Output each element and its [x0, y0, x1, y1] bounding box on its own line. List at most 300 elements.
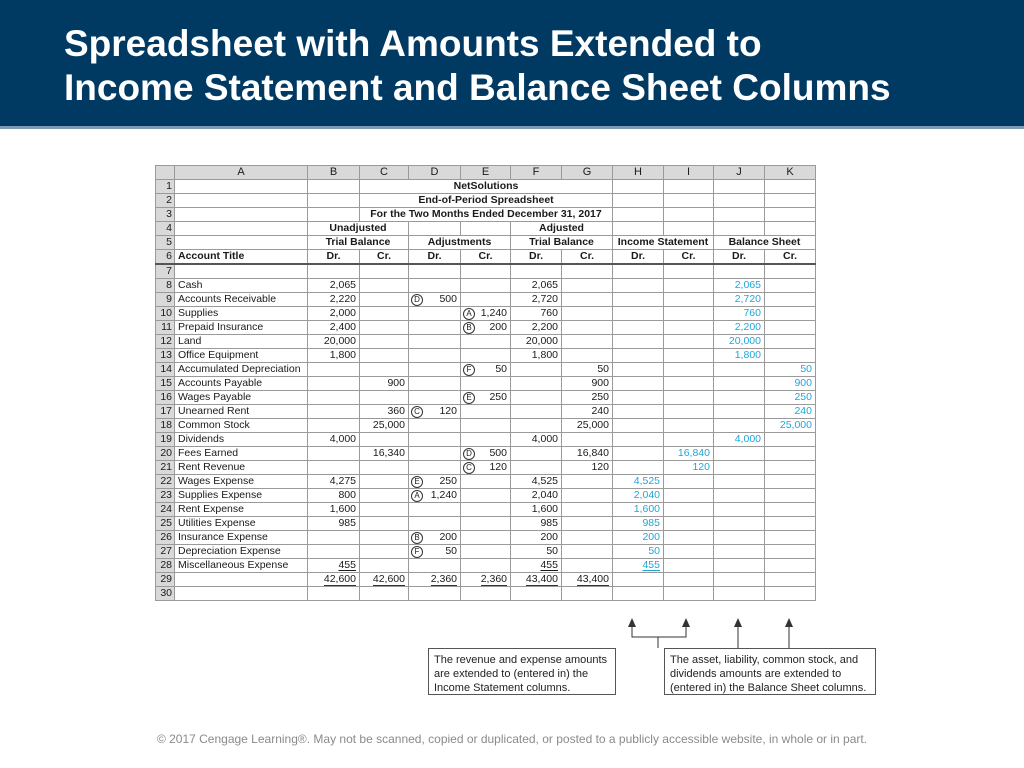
income-statement-debit-cell	[613, 531, 664, 545]
balance-sheet-credit-cell	[765, 531, 816, 545]
adjustment-debit-cell	[409, 461, 461, 475]
balance-sheet-debit-cell	[714, 503, 765, 517]
income-statement-credit-cell	[664, 363, 714, 377]
title-banner	[0, 0, 1024, 128]
income-statement-debit-cell	[613, 545, 664, 559]
adjustment-key-marker: E	[463, 392, 475, 404]
income-statement-credit-cell	[664, 405, 714, 419]
income-statement-debit-amount: 4,525	[633, 475, 660, 487]
adjustment-debit-cell	[409, 517, 461, 531]
trial-balance-credit-cell	[360, 349, 409, 363]
trial-balance-credit-cell	[360, 391, 409, 405]
report-name: End-of-Period Spreadsheet	[360, 194, 613, 208]
income-statement-debit-cell	[613, 433, 664, 447]
account-title: Supplies	[175, 307, 308, 321]
trial-balance-credit-amount: 900	[387, 377, 405, 389]
adjusted-credit-cell	[562, 321, 613, 335]
sheet-row	[156, 264, 816, 279]
row-number: 10	[156, 307, 175, 321]
trial-balance-credit-cell	[360, 293, 409, 307]
adjustment-credit-cell	[461, 433, 511, 447]
trial-balance-debit-cell	[308, 307, 360, 321]
trial-balance-debit-total: 42,600	[324, 573, 356, 587]
balance-sheet-debit-cell	[714, 559, 765, 573]
adjusted-credit-cell	[562, 433, 613, 447]
account-title: Accumulated Depreciation	[175, 363, 308, 377]
trial-balance-credit-cell	[360, 531, 409, 545]
trial-balance-credit-total: 42,600	[373, 573, 405, 587]
account-row	[156, 517, 816, 531]
adjusted-debit-cell	[511, 433, 562, 447]
trial-balance-debit-amount: 4,275	[329, 475, 356, 487]
trial-balance-debit-cell	[308, 419, 360, 433]
adjusted-credit-total: 43,400	[577, 573, 609, 587]
adjusted-debit-amount: 1,800	[531, 349, 558, 361]
account-title: Rent Expense	[175, 503, 308, 517]
income-statement-debit-cell	[613, 307, 664, 321]
trial-balance-credit-cell	[360, 363, 409, 377]
adjustments-debit-total: 2,360	[431, 573, 457, 587]
income-statement-credit-cell	[664, 433, 714, 447]
sheet-row	[156, 222, 816, 236]
column-letter: J	[714, 166, 765, 180]
account-row	[156, 391, 816, 405]
row-number: 2	[156, 194, 175, 208]
corner-cell	[156, 166, 175, 180]
income-statement-debit-cell	[613, 321, 664, 335]
adjusted-credit-amount: 16,840	[576, 447, 609, 459]
balance-sheet-debit-cell	[714, 517, 765, 531]
account-title-header: Account Title	[175, 250, 308, 265]
balance-sheet-credit-cell	[765, 377, 816, 391]
adjusted-debit-cell	[511, 405, 562, 419]
row-number: 25	[156, 517, 175, 531]
income-statement-debit-cell	[613, 391, 664, 405]
account-title: Miscellaneous Expense	[175, 559, 308, 573]
income-statement-debit-cell	[613, 559, 664, 573]
balance-sheet-debit-cell	[714, 545, 765, 559]
adjusted-credit-cell	[562, 363, 613, 377]
adjustment-debit-cell	[409, 433, 461, 447]
income-statement-debit-amount: 1,600	[633, 503, 660, 515]
adjusted-credit-cell	[562, 475, 613, 489]
account-title: Accounts Receivable	[175, 293, 308, 307]
balance-sheet-debit-cell	[714, 293, 765, 307]
balance-sheet-debit-cell	[714, 461, 765, 475]
adjusted-credit-cell	[562, 517, 613, 531]
balance-sheet-credit-cell	[765, 349, 816, 363]
trial-balance-credit-cell	[360, 489, 409, 503]
balance-sheet-label: Balance Sheet	[714, 236, 816, 250]
trial-balance-debit-cell	[308, 461, 360, 475]
income-statement-debit-cell	[613, 335, 664, 349]
row-number: 7	[156, 264, 175, 279]
slide-title-line-1: Spreadsheet with Amounts Extended to	[64, 23, 762, 64]
adjusted-credit-cell	[562, 279, 613, 293]
balance-sheet-credit-cell	[765, 307, 816, 321]
trial-balance-debit-cell	[308, 531, 360, 545]
adjustment-credit-amount: 120	[489, 461, 507, 473]
adjusted-debit-cell	[511, 517, 562, 531]
income-statement-debit-cell	[613, 503, 664, 517]
adjusted-credit-cell	[562, 293, 613, 307]
sheet-row	[156, 587, 816, 601]
account-row	[156, 447, 816, 461]
adjusted-debit-cell	[511, 307, 562, 321]
adjusted-credit-cell	[562, 489, 613, 503]
adjusted-debit-amount: 4,525	[531, 475, 558, 487]
income-statement-debit-cell	[613, 517, 664, 531]
adjustment-credit-cell	[461, 363, 511, 377]
adjustment-key-marker: D	[463, 448, 475, 460]
row-number: 4	[156, 222, 175, 236]
income-statement-credit-cell	[664, 545, 714, 559]
trial-balance-credit-cell	[360, 279, 409, 293]
balance-sheet-debit-cell	[714, 531, 765, 545]
trial-balance-credit-cell	[360, 475, 409, 489]
trial-balance-debit-cell	[308, 405, 360, 419]
income-statement-credit-cell	[664, 419, 714, 433]
trial-balance-debit-amount: 985	[338, 517, 356, 529]
adjusted-credit-cell	[562, 503, 613, 517]
adjusted-credit-amount: 25,000	[576, 419, 609, 431]
adjusted-debit-cell	[511, 503, 562, 517]
balance-sheet-debit-cell	[714, 321, 765, 335]
trial-balance-debit-amount: 455	[338, 559, 356, 571]
trial-balance-debit-cell	[308, 433, 360, 447]
adjustment-debit-cell	[409, 349, 461, 363]
adjustment-debit-cell	[409, 419, 461, 433]
adjustment-credit-cell	[461, 391, 511, 405]
adjusted-debit-cell	[511, 293, 562, 307]
trial-balance-credit-cell	[360, 447, 409, 461]
balance-sheet-credit-cell	[765, 293, 816, 307]
account-title: Accounts Payable	[175, 377, 308, 391]
adjustment-credit-cell	[461, 447, 511, 461]
trial-balance-credit-cell	[360, 405, 409, 419]
adjustment-debit-cell	[409, 475, 461, 489]
adjusted-debit-amount: 50	[546, 545, 558, 557]
column-letter: K	[765, 166, 816, 180]
balance-sheet-debit-amount: 20,000	[728, 335, 761, 347]
trial-balance-credit-amount: 25,000	[372, 419, 405, 431]
account-title: Fees Earned	[175, 447, 308, 461]
arrow-head-icon	[628, 618, 636, 627]
trial-balance-debit-cell	[308, 475, 360, 489]
income-statement-debit-cell	[613, 377, 664, 391]
company-name: NetSolutions	[360, 180, 613, 194]
adjustment-debit-cell	[409, 321, 461, 335]
income-statement-credit-cell	[664, 461, 714, 475]
income-statement-debit-cell	[613, 475, 664, 489]
balance-sheet-credit-cell	[765, 475, 816, 489]
income-statement-credit-cell	[664, 349, 714, 363]
trial-balance-debit-cell	[308, 279, 360, 293]
account-row	[156, 377, 816, 391]
column-letter: I	[664, 166, 714, 180]
row-number: 9	[156, 293, 175, 307]
balance-sheet-debit-cell	[714, 447, 765, 461]
account-row	[156, 405, 816, 419]
row-number: 8	[156, 279, 175, 293]
balance-sheet-debit-cell	[714, 419, 765, 433]
adjustment-key-marker: C	[463, 462, 475, 474]
sheet-row	[156, 236, 816, 250]
account-title: Prepaid Insurance	[175, 321, 308, 335]
arrow-head-icon	[734, 618, 742, 627]
end-of-period-spreadsheet	[155, 165, 816, 601]
adjusted-debit-amount: 985	[540, 517, 558, 529]
adjusted-debit-amount: 2,065	[531, 279, 558, 291]
balance-sheet-debit-cell	[714, 363, 765, 377]
income-statement-debit-amount: 455	[642, 559, 660, 571]
column-letter: C	[360, 166, 409, 180]
balance-sheet-credit-cell	[765, 517, 816, 531]
account-row	[156, 321, 816, 335]
adjusted-credit-cell	[562, 377, 613, 391]
income-statement-credit-cell	[664, 531, 714, 545]
adjustment-debit-amount: 50	[445, 545, 457, 557]
adjustment-credit-cell	[461, 377, 511, 391]
trial-balance-debit-cell	[308, 377, 360, 391]
column-letter: H	[613, 166, 664, 180]
debit-header: Dr.	[308, 250, 360, 265]
adjustment-credit-cell	[461, 349, 511, 363]
adjusted-credit-amount: 120	[591, 461, 609, 473]
trial-balance-debit-amount: 1,600	[329, 503, 356, 515]
adjustment-credit-cell	[461, 545, 511, 559]
column-letter: B	[308, 166, 360, 180]
trial-balance-credit-cell	[360, 559, 409, 573]
adjusted-debit-amount: 1,600	[531, 503, 558, 515]
account-title: Common Stock	[175, 419, 308, 433]
adjustment-debit-amount: 120	[439, 405, 457, 417]
income-statement-debit-cell	[613, 419, 664, 433]
balance-sheet-debit-cell	[714, 335, 765, 349]
adjustment-credit-cell	[461, 475, 511, 489]
trial-balance-credit-cell	[360, 503, 409, 517]
balance-sheet-credit-cell	[765, 433, 816, 447]
adjustment-credit-cell	[461, 419, 511, 433]
adjusted-credit-amount: 50	[597, 363, 609, 375]
account-row	[156, 475, 816, 489]
adjusted-credit-cell	[562, 461, 613, 475]
adjustment-credit-cell	[461, 503, 511, 517]
account-title: Office Equipment	[175, 349, 308, 363]
row-number: 29	[156, 573, 175, 587]
row-number: 22	[156, 475, 175, 489]
adjustment-credit-cell	[461, 461, 511, 475]
adjustment-debit-cell	[409, 279, 461, 293]
trial-balance-debit-amount: 20,000	[323, 335, 356, 347]
row-number: 21	[156, 461, 175, 475]
adjusted-debit-cell	[511, 349, 562, 363]
row-number: 11	[156, 321, 175, 335]
adjusted-debit-amount: 2,040	[531, 489, 558, 501]
row-number: 28	[156, 559, 175, 573]
adjusted-debit-cell	[511, 475, 562, 489]
row-number: 27	[156, 545, 175, 559]
adjustment-debit-amount: 1,240	[430, 489, 457, 501]
row-number: 12	[156, 335, 175, 349]
adjustment-credit-amount: 250	[489, 391, 507, 403]
adjusted-debit-cell	[511, 531, 562, 545]
balance-sheet-callout: The asset, liability, common stock, and dividends amounts are extended to (entered in) the Balance Sheet columns.	[664, 648, 876, 695]
adjusted-debit-amount: 455	[540, 559, 558, 571]
adjusted-debit-amount: 4,000	[531, 433, 558, 445]
adjusted-debit-cell	[511, 363, 562, 377]
trial-balance-debit-cell	[308, 335, 360, 349]
row-number: 13	[156, 349, 175, 363]
slide-title	[64, 22, 891, 110]
credit-header: Cr.	[360, 250, 409, 265]
sheet-row	[156, 250, 816, 265]
slide-title-line-2: Income Statement and Balance Sheet Columns	[64, 67, 891, 108]
row-number: 3	[156, 208, 175, 222]
income-statement-credit-cell	[664, 447, 714, 461]
adjusted-debit-cell	[511, 489, 562, 503]
adjusted-debit-cell	[511, 419, 562, 433]
adjusted-trial-balance-label: Trial Balance	[511, 236, 613, 250]
adjusted-credit-cell	[562, 307, 613, 321]
income-statement-debit-cell	[613, 461, 664, 475]
credit-header: Cr.	[664, 250, 714, 265]
adjustment-credit-amount: 500	[489, 447, 507, 459]
adjustment-key-marker: F	[463, 364, 475, 376]
balance-sheet-debit-cell	[714, 349, 765, 363]
account-title: Utilities Expense	[175, 517, 308, 531]
adjustment-key-marker: A	[411, 490, 423, 502]
adjustment-debit-cell	[409, 447, 461, 461]
income-statement-debit-cell	[613, 405, 664, 419]
trial-balance-debit-amount: 2,065	[329, 279, 356, 291]
adjusted-debit-amount: 200	[540, 531, 558, 543]
account-title: Insurance Expense	[175, 531, 308, 545]
account-row	[156, 363, 816, 377]
balance-sheet-credit-cell	[765, 419, 816, 433]
trial-balance-debit-cell	[308, 349, 360, 363]
trial-balance-credit-cell	[360, 321, 409, 335]
row-number: 14	[156, 363, 175, 377]
row-number: 15	[156, 377, 175, 391]
balance-sheet-debit-cell	[714, 489, 765, 503]
balance-sheet-debit-cell	[714, 391, 765, 405]
income-statement-credit-cell	[664, 391, 714, 405]
trial-balance-debit-cell	[308, 503, 360, 517]
adjusted-debit-cell	[511, 559, 562, 573]
account-row	[156, 503, 816, 517]
income-bracket	[632, 626, 686, 637]
adjusted-debit-cell	[511, 279, 562, 293]
sheet-row	[156, 180, 816, 194]
adjustment-debit-cell	[409, 503, 461, 517]
arrow-head-icon	[682, 618, 690, 627]
account-row	[156, 349, 816, 363]
account-title: Unearned Rent	[175, 405, 308, 419]
balance-sheet-credit-cell	[765, 545, 816, 559]
adjustment-key-marker: D	[411, 294, 423, 306]
account-title: Dividends	[175, 433, 308, 447]
adjusted-debit-total: 43,400	[526, 573, 558, 587]
adjusted-credit-cell	[562, 531, 613, 545]
sheet-row	[156, 194, 816, 208]
trial-balance-credit-cell	[360, 545, 409, 559]
adjustment-debit-amount: 200	[439, 531, 457, 543]
account-row	[156, 461, 816, 475]
income-statement-debit-amount: 2,040	[633, 489, 660, 501]
income-statement-credit-cell	[664, 503, 714, 517]
account-title: Land	[175, 335, 308, 349]
adjusted-debit-cell	[511, 377, 562, 391]
income-statement-debit-amount: 985	[642, 517, 660, 529]
trial-balance-debit-amount: 2,400	[329, 321, 356, 333]
account-row	[156, 419, 816, 433]
adjusted-debit-cell	[511, 461, 562, 475]
trial-balance-debit-amount: 2,220	[329, 293, 356, 305]
balance-sheet-credit-amount: 900	[794, 377, 812, 389]
adjustment-credit-cell	[461, 279, 511, 293]
balance-sheet-debit-cell	[714, 279, 765, 293]
unadjusted-label: Unadjusted	[308, 222, 409, 236]
balance-sheet-debit-cell	[714, 433, 765, 447]
balance-sheet-credit-cell	[765, 503, 816, 517]
adjustment-debit-cell	[409, 489, 461, 503]
totals-row	[156, 573, 816, 587]
column-letter-row	[156, 166, 816, 180]
balance-sheet-debit-cell	[714, 377, 765, 391]
balance-sheet-debit-cell	[714, 475, 765, 489]
debit-header: Dr.	[714, 250, 765, 265]
adjusted-debit-cell	[511, 391, 562, 405]
trial-balance-debit-cell	[308, 447, 360, 461]
adjustment-key-marker: E	[411, 476, 423, 488]
adjustment-debit-cell	[409, 545, 461, 559]
income-statement-credit-cell	[664, 279, 714, 293]
balance-sheet-debit-cell	[714, 307, 765, 321]
income-statement-debit-amount: 200	[642, 531, 660, 543]
adjusted-credit-cell	[562, 391, 613, 405]
adjusted-debit-amount: 20,000	[525, 335, 558, 347]
adjustment-key-marker: F	[411, 546, 423, 558]
arrow-head-icon	[785, 618, 793, 627]
income-statement-credit-cell	[664, 559, 714, 573]
trial-balance-credit-cell	[360, 307, 409, 321]
adjusted-debit-cell	[511, 321, 562, 335]
trial-balance-debit-amount: 2,000	[329, 307, 356, 319]
balance-sheet-debit-amount: 2,720	[734, 293, 761, 305]
row-number: 26	[156, 531, 175, 545]
trial-balance-debit-cell	[308, 293, 360, 307]
balance-sheet-credit-cell	[765, 335, 816, 349]
trial-balance-credit-cell	[360, 335, 409, 349]
adjustment-credit-cell	[461, 293, 511, 307]
income-statement-credit-cell	[664, 335, 714, 349]
adjusted-debit-amount: 2,720	[531, 293, 558, 305]
balance-sheet-debit-amount: 2,200	[734, 321, 761, 333]
balance-sheet-credit-cell	[765, 405, 816, 419]
account-row	[156, 559, 816, 573]
adjusted-credit-cell	[562, 419, 613, 433]
income-statement-credit-cell	[664, 293, 714, 307]
row-number: 24	[156, 503, 175, 517]
income-statement-debit-cell	[613, 279, 664, 293]
row-number: 17	[156, 405, 175, 419]
trial-balance-credit-cell	[360, 419, 409, 433]
row-number: 20	[156, 447, 175, 461]
trial-balance-credit-cell	[360, 517, 409, 531]
adjustment-credit-amount: 200	[489, 321, 507, 333]
income-statement-credit-amount: 16,840	[677, 447, 710, 459]
